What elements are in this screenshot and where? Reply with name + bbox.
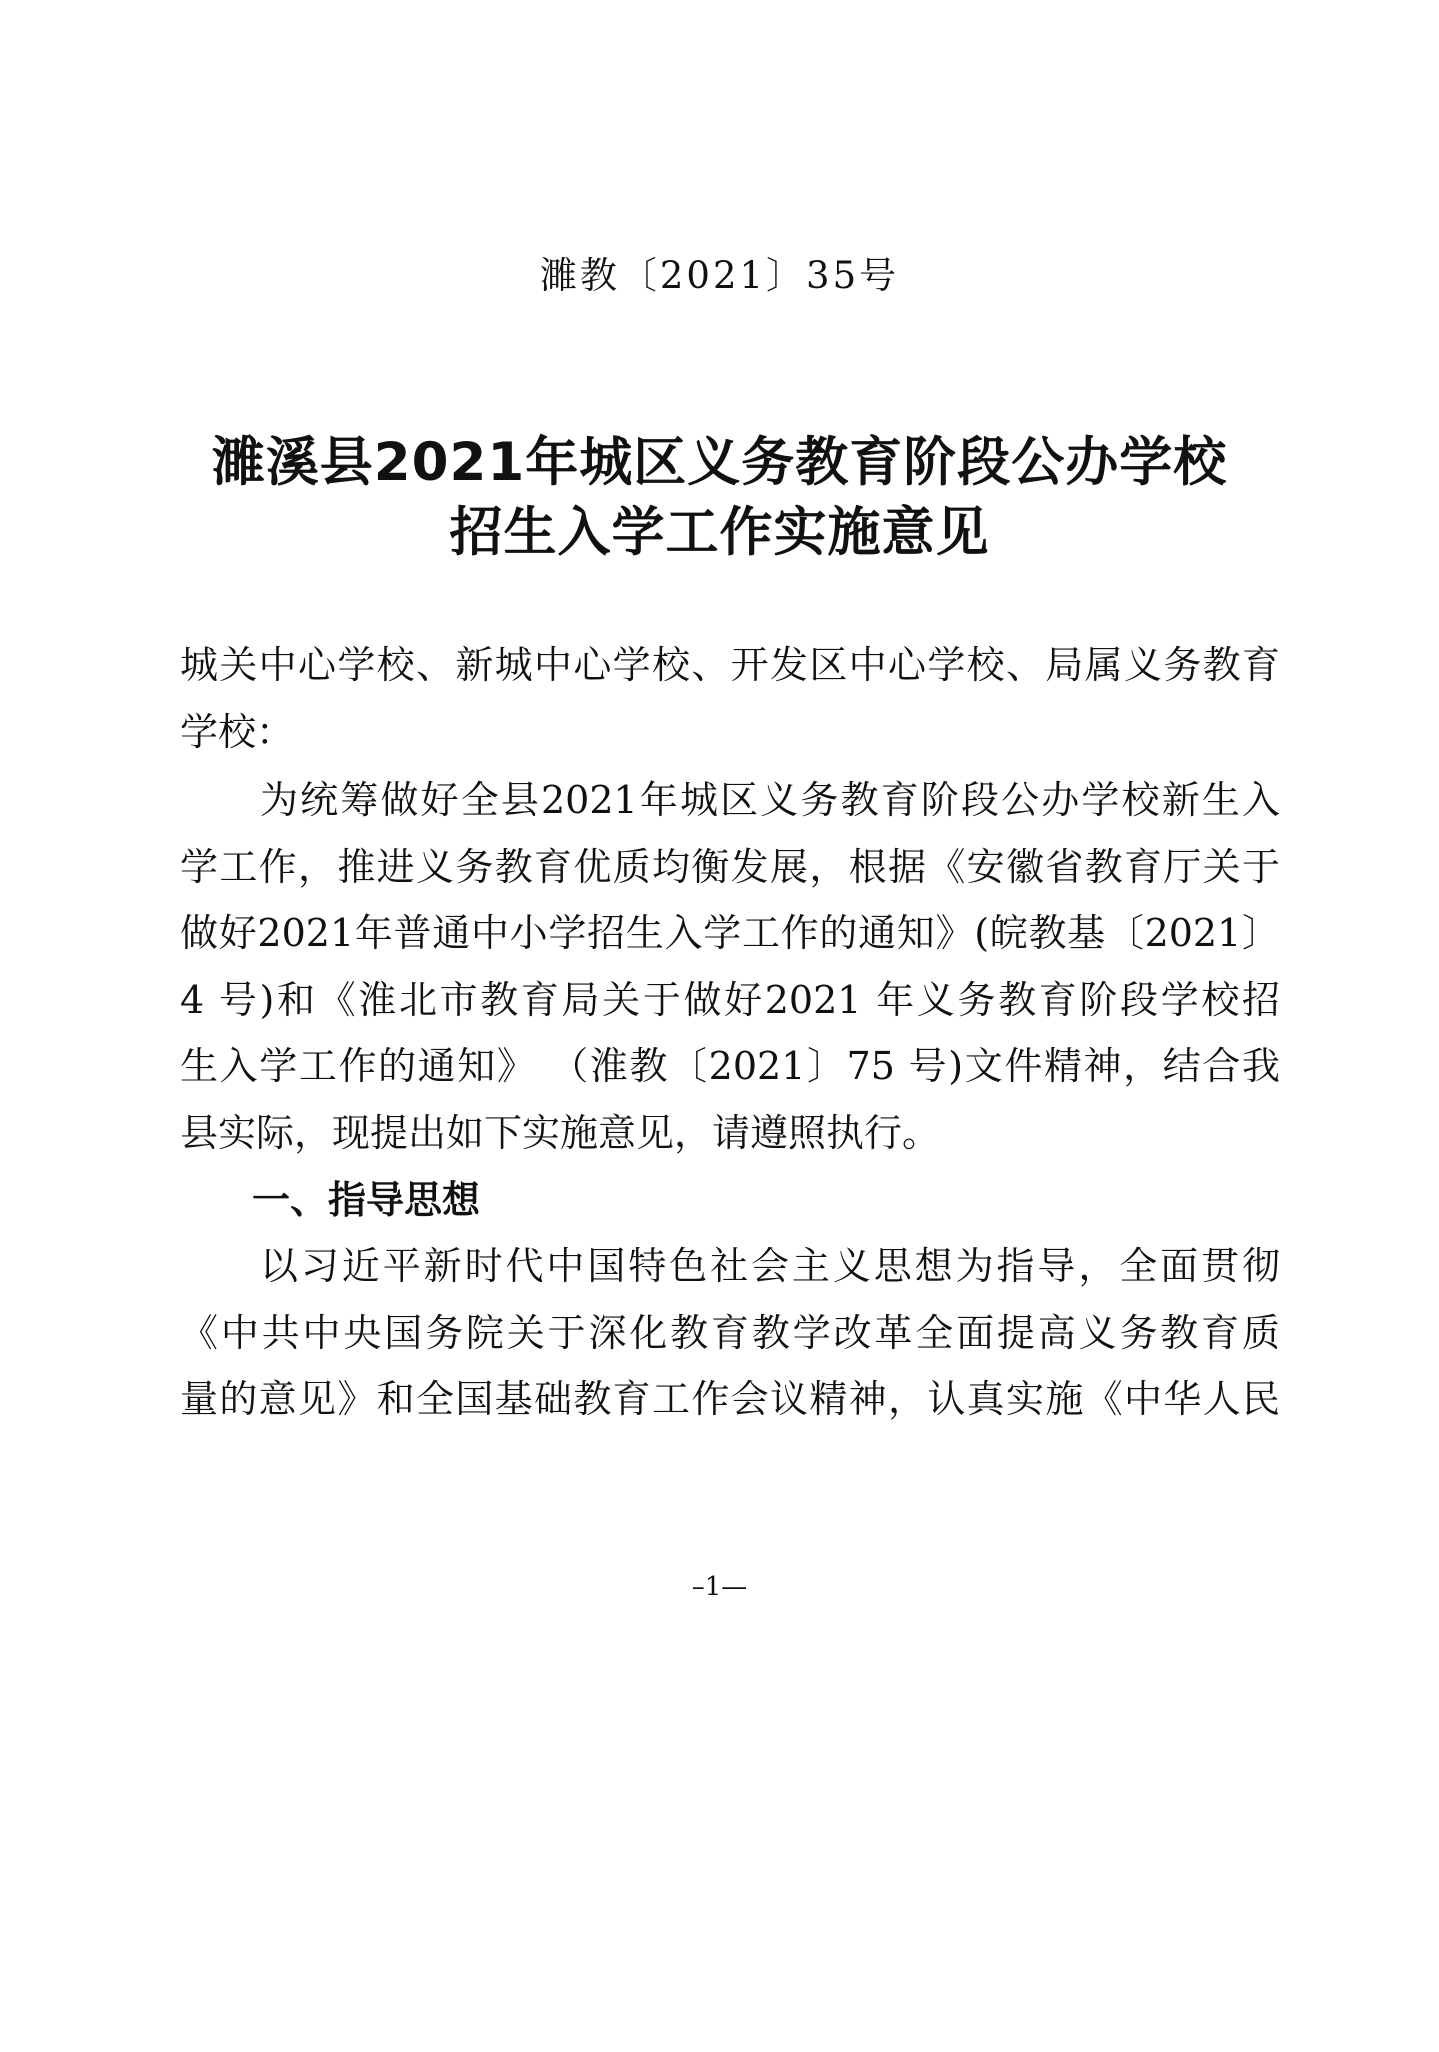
paragraph-line: 做好2021年普通中小学招生入学工作的通知》(皖教基〔2021〕 — [180, 911, 1280, 955]
page-number: –1— — [691, 1572, 748, 1602]
paragraph-line: 以习近平新时代中国特色社会主义思想为指导，全面贯彻 — [260, 1244, 1280, 1288]
title-line-2: 招生入学工作实施意见 — [449, 502, 990, 563]
document-number: 濉教〔2021〕35号 — [539, 254, 900, 297]
paragraph-line: 学工作，推进义务教育优质均衡发展，根据《安徽省教育厅关于 — [180, 844, 1280, 889]
title-line-1: 濉溪县2021年城区义务教育阶段公办学校 — [211, 432, 1228, 493]
salutation — [180, 632, 1280, 765]
paragraph-line: 为统筹做好全县2021年城区义务教育阶段公办学校新生入 — [260, 778, 1280, 822]
section-heading: 一、指导思想 — [252, 1178, 481, 1222]
section-heading-block — [180, 1167, 1280, 1234]
paragraph-line: 县实际，现提出如下实施意见，请遵照执行。 — [180, 1110, 941, 1155]
document-title — [0, 428, 1439, 568]
paragraph-guiding-thought — [180, 1233, 1280, 1433]
salutation-line: 城关中心学校、新城中心学校、开发区中心学校、局属义务教育 — [180, 643, 1280, 687]
paragraph-line: 《中共中央国务院关于深化教育教学改革全面提高义务教育质 — [180, 1310, 1280, 1355]
salutation-line: 学校： — [180, 709, 295, 754]
paragraph-intro — [180, 767, 1280, 1166]
paragraph-line: 4 号)和《淮北市教育局关于做好2021 年义务教育阶段学校招 — [180, 977, 1280, 1022]
paragraph-line: 生入学工作的通知》 （淮教〔2021〕75 号)文件精神，结合我 — [180, 1044, 1280, 1088]
paragraph-line: 量的意见》和全国基础教育工作会议精神，认真实施《中华人民 — [180, 1377, 1280, 1421]
